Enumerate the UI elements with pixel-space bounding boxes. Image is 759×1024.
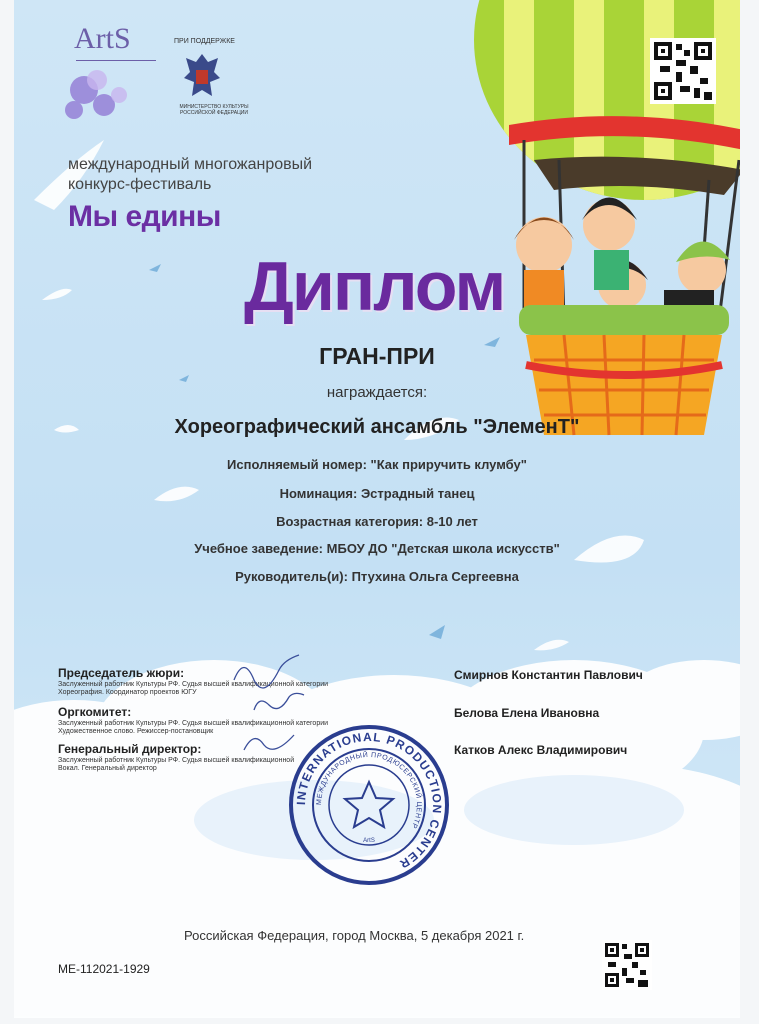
stamp-seal bbox=[288, 724, 450, 886]
document-number: ME-112021-1929 bbox=[58, 962, 150, 976]
detail-line bbox=[14, 569, 740, 584]
festival-line2: конкурс-фестиваль bbox=[68, 176, 212, 193]
detail-value: МБОУ ДО "Детская школа искусств" bbox=[326, 541, 560, 556]
diploma-page bbox=[14, 0, 740, 1018]
place-date: Российская Федерация, город Москва, 5 декабря 2021 г. bbox=[184, 928, 525, 943]
recipient-name: Хореографический ансамбль "ЭлеменТ" bbox=[174, 416, 580, 438]
detail-label: Руководитель(и): bbox=[235, 569, 348, 584]
qr-code-icon bbox=[650, 38, 716, 104]
detail-value: Эстрадный танец bbox=[360, 486, 475, 501]
detail-line bbox=[14, 457, 740, 472]
signatory-role: Председатель жюри: bbox=[58, 666, 185, 680]
awarded-label: награждается: bbox=[326, 384, 428, 401]
detail-line bbox=[14, 541, 740, 556]
svg-text:INTERNATIONAL PRODUCTION CENTE: INTERNATIONAL PRODUCTION CENTER bbox=[293, 729, 445, 872]
bird-icon bbox=[149, 264, 161, 272]
award-title: ГРАН-ПРИ bbox=[319, 343, 435, 369]
signatory-desc: Заслуженный работник Культуры РФ. Судья высшей квалификационной категории bbox=[58, 681, 329, 688]
arts-logo-text: ArtS bbox=[74, 22, 131, 55]
signatory-role: Оргкомитет: bbox=[58, 705, 132, 719]
detail-line bbox=[14, 514, 740, 529]
svg-text:ArtS: ArtS bbox=[363, 838, 375, 844]
signatory-desc: Хореография. Координатор проектов ЮГУ bbox=[58, 689, 197, 696]
star-icon bbox=[345, 782, 393, 827]
logo-underline bbox=[76, 60, 156, 61]
svg-text:МЕЖДУНАРОДНЫЙ ПРОДЮСЕРСКИЙ ЦЕН: МЕЖДУНАРОДНЫЙ ПРОДЮСЕРСКИЙ ЦЕНТР bbox=[315, 751, 423, 830]
festival-name: Мы едины bbox=[68, 200, 221, 233]
bird-icon bbox=[42, 289, 72, 300]
detail-label: Учебное заведение: bbox=[194, 541, 324, 556]
bird-icon bbox=[429, 625, 445, 639]
detail-label: Возрастная категория: bbox=[276, 514, 424, 529]
detail-value: Птухина Ольга Сергеевна bbox=[351, 569, 519, 584]
bird-icon bbox=[534, 640, 569, 651]
detail-label: Номинация: bbox=[279, 486, 358, 501]
signatory-role: Генеральный директор: bbox=[58, 742, 202, 756]
detail-line bbox=[14, 486, 740, 501]
signatory-name: Белова Елена Ивановна bbox=[454, 706, 600, 720]
signatory-desc: Художественное слово. Режиссер-постановщик bbox=[58, 728, 214, 735]
signatory-desc: Заслуженный работник Культуры РФ. Судья высшей квалификационной bbox=[58, 757, 295, 764]
bird-icon bbox=[179, 375, 189, 382]
signatory-desc: Заслуженный работник Культуры РФ. Судья высшей квалификационной категории bbox=[58, 720, 329, 727]
qr-code-icon bbox=[602, 940, 652, 990]
detail-value: "Как приручить клумбу" bbox=[370, 457, 527, 472]
support-label: ПРИ ПОДДЕРЖКЕ bbox=[174, 38, 235, 45]
signatory-desc: Вокал. Генеральный директор bbox=[58, 765, 157, 772]
festival-line1: международный многожанровый bbox=[68, 156, 313, 173]
diploma-title: Диплом bbox=[244, 247, 505, 325]
ministry-label: МИНИСТЕРСТВО КУЛЬТУРЫ РОССИЙСКОЙ ФЕДЕРАЦИИ bbox=[179, 104, 249, 116]
detail-label: Исполняемый номер: bbox=[227, 457, 367, 472]
emblem-icon bbox=[182, 50, 222, 102]
signatory-name: Катков Алекс Владимирович bbox=[454, 743, 628, 757]
signatory-name: Смирнов Константин Павлович bbox=[454, 668, 643, 682]
detail-value: 8-10 лет bbox=[426, 514, 478, 529]
